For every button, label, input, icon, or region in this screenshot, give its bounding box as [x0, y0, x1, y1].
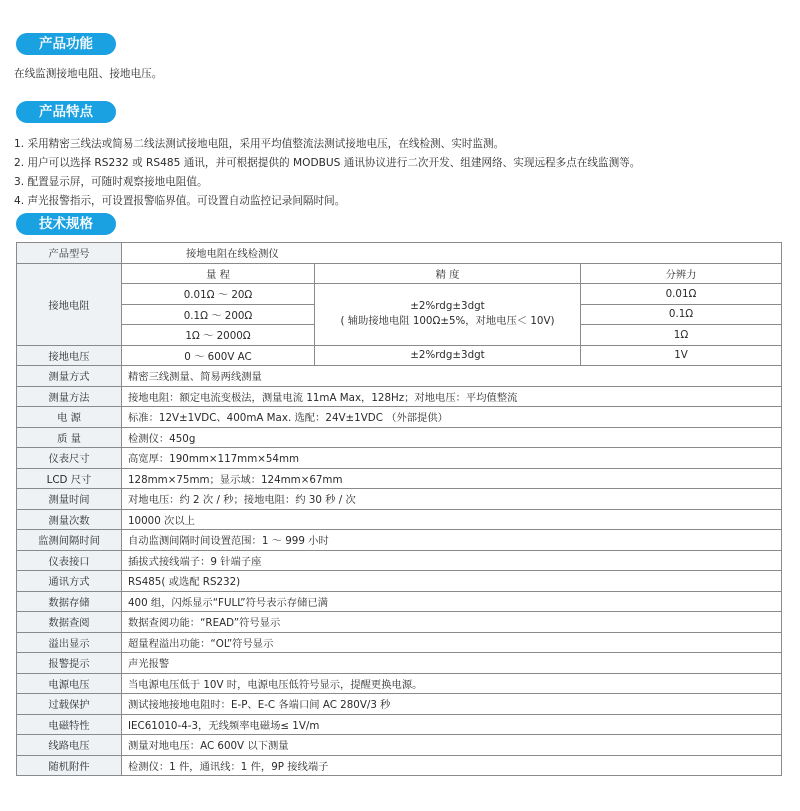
table-row [17, 448, 782, 469]
row-label: 仪表尺寸 [17, 448, 122, 469]
features-list [14, 135, 640, 211]
row-label: LCD 尺寸 [17, 468, 122, 489]
row-label: 电磁特性 [17, 714, 122, 735]
section-title-features: 产品特点 [16, 101, 116, 123]
accuracy-note: ( 辅助接地电阻 100Ω±5%，对地电压＜ 10V) [340, 315, 555, 328]
function-text: 在线监测接地电阻、接地电压。 [14, 68, 163, 80]
table-row [17, 427, 782, 448]
model-value: 接地电阻在线检测仪 [122, 243, 782, 264]
row-label: 溢出显示 [17, 632, 122, 653]
voltage-resolution: 1V [581, 345, 782, 366]
model-label: 产品型号 [17, 243, 122, 264]
row-value: 128mm×75mm；显示域：124mm×67mm [122, 468, 782, 489]
row-value: RS485( 或选配 RS232) [122, 571, 782, 592]
row-value: 当电源电压低于 10V 时，电源电压低符号显示，提醒更换电源。 [122, 673, 782, 694]
spec-table [16, 242, 782, 776]
row-value: 400 组，闪烁显示“FULL”符号表示存储已满 [122, 591, 782, 612]
table-row [17, 489, 782, 510]
row-label: 电 源 [17, 407, 122, 428]
row-label: 通讯方式 [17, 571, 122, 592]
feature-item: 4. 声光报警指示，可设置报警临界值。可设置自动监控记录间隔时间。 [14, 195, 346, 207]
table-row [17, 407, 782, 428]
row-label: 测量方式 [17, 366, 122, 387]
table-row [17, 632, 782, 653]
row-value: 对地电压：约 2 次 / 秒；接地电阻：约 30 秒 / 次 [122, 489, 782, 510]
row-value: 自动监测间隔时间设置范围：1 ～ 999 小时 [122, 530, 782, 551]
feature-item: 1. 采用精密三线法或简易二线法测试接地电阻，采用平均值整流法测试接地电压，在线检测、实时监测。 [14, 138, 505, 150]
row-label: 测量时间 [17, 489, 122, 510]
feature-item: 2. 用户可以选择 RS232 或 RS485 通讯，并可根据提供的 MODBUS 通讯协议进行二次开发、组建网络、实现远程多点在线监测等。 [14, 157, 641, 169]
range-cell: 1Ω ～ 2000Ω [122, 325, 315, 346]
table-row [17, 468, 782, 489]
row-value: 精密三线测量、简易两线测量 [122, 366, 782, 387]
row-value: 声光报警 [122, 653, 782, 674]
table-row [17, 755, 782, 776]
resolution-cell: 0.01Ω [581, 284, 782, 305]
table-row [17, 612, 782, 633]
voltage-accuracy: ±2%rdg±3dgt [315, 345, 581, 366]
range-cell: 0.1Ω ～ 200Ω [122, 304, 315, 325]
row-value: 插拔式接线端子：9 针端子座 [122, 550, 782, 571]
accuracy-line: ±2%rdg±3dgt [410, 300, 485, 313]
row-value: IEC61010-4-3，无线频率电磁场≤ 1V/m [122, 714, 782, 735]
table-row [17, 366, 782, 387]
row-value: 测试接地接地电阻时：E-P、E-C 各端口间 AC 280V/3 秒 [122, 694, 782, 715]
row-value: 超量程溢出功能：“OL”符号显示 [122, 632, 782, 653]
table-row [17, 591, 782, 612]
table-row [17, 673, 782, 694]
table-row [17, 694, 782, 715]
table-row [17, 530, 782, 551]
table-row [17, 550, 782, 571]
row-label: 线路电压 [17, 735, 122, 756]
table-row [17, 345, 782, 366]
accuracy-header: 精 度 [315, 263, 581, 284]
row-value: 数据查阅功能：“READ”符号显示 [122, 612, 782, 633]
row-label: 电源电压 [17, 673, 122, 694]
row-value: 标准：12V±1VDC、400mA Max. 选配：24V±1VDC （外部提供） [122, 407, 782, 428]
row-label: 测量次数 [17, 509, 122, 530]
row-label: 随机附件 [17, 755, 122, 776]
resistance-accuracy [315, 284, 581, 346]
row-label: 质 量 [17, 427, 122, 448]
table-row [17, 653, 782, 674]
row-value: 10000 次以上 [122, 509, 782, 530]
row-label: 数据查阅 [17, 612, 122, 633]
table-row [17, 243, 782, 264]
range-header: 量 程 [122, 263, 315, 284]
resolution-cell: 0.1Ω [581, 304, 782, 325]
table-row [17, 509, 782, 530]
table-row [17, 263, 782, 284]
row-label: 报警提示 [17, 653, 122, 674]
row-value: 测量对地电压：AC 600V 以下测量 [122, 735, 782, 756]
resistance-label: 接地电阻 [17, 263, 122, 345]
resolution-cell: 1Ω [581, 325, 782, 346]
table-row [17, 284, 782, 305]
row-label: 测量方法 [17, 386, 122, 407]
row-value: 高宽厚：190mm×117mm×54mm [122, 448, 782, 469]
range-cell: 0.01Ω ～ 20Ω [122, 284, 315, 305]
table-row [17, 571, 782, 592]
resolution-header: 分辨力 [581, 263, 782, 284]
table-row [17, 735, 782, 756]
row-value: 检测仪：450g [122, 427, 782, 448]
section-title-function: 产品功能 [16, 33, 116, 55]
voltage-range: 0 ～ 600V AC [122, 345, 315, 366]
row-label: 监测间隔时间 [17, 530, 122, 551]
row-label: 数据存储 [17, 591, 122, 612]
table-row [17, 386, 782, 407]
section-title-spec: 技术规格 [16, 213, 116, 235]
row-value: 检测仪：1 件，通讯线：1 件，9P 接线端子 [122, 755, 782, 776]
row-label: 过载保护 [17, 694, 122, 715]
voltage-label: 接地电压 [17, 345, 122, 366]
feature-item: 3. 配置显示屏，可随时观察接地电阻值。 [14, 176, 208, 188]
row-label: 仪表接口 [17, 550, 122, 571]
table-row [17, 714, 782, 735]
row-value: 接地电阻：额定电流变极法，测量电流 11mA Max，128Hz；对地电压：平均值整流 [122, 386, 782, 407]
